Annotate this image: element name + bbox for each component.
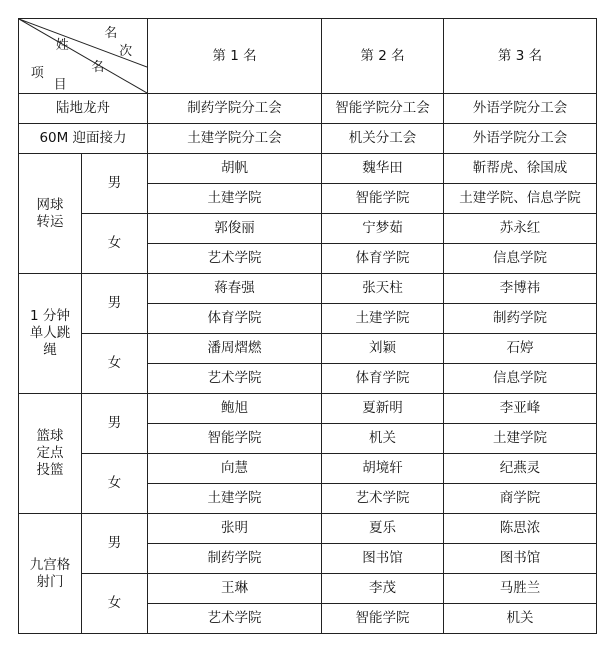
event-name-line: 1 分钟: [30, 308, 70, 325]
winner-unit-cell: 艺术学院: [322, 484, 444, 514]
winner-name-cell: 鲍旭: [148, 394, 322, 424]
corner-label-ming: 名: [104, 26, 118, 42]
winner-name-cell: 马胜兰: [444, 574, 597, 604]
gender-cell: 男: [82, 394, 148, 454]
winner-unit-cell: 体育学院: [322, 244, 444, 274]
winner-name-row: [19, 514, 597, 544]
winner-unit-cell: 智能学院: [148, 424, 322, 454]
header-corner-cell: [19, 19, 148, 94]
winner-name-cell: 陈思浓: [444, 514, 597, 544]
winner-unit-cell: 信息学院: [444, 364, 597, 394]
gender-cell: 男: [82, 514, 148, 574]
winner-unit-cell: 土建学院: [148, 484, 322, 514]
header-rank-3: 第 3 名: [444, 19, 597, 94]
winner-name-row: [19, 454, 597, 484]
winner-name-cell: 魏华田: [322, 154, 444, 184]
event-name: [19, 154, 82, 274]
winner-name-cell: 王琳: [148, 574, 322, 604]
event-name-line: 网球: [36, 196, 64, 213]
winner-name-cell: 李亚峰: [444, 394, 597, 424]
winner-name-cell: 夏新明: [322, 394, 444, 424]
winner-name-cell: 蒋春强: [148, 274, 322, 304]
winner-unit-cell: 体育学院: [322, 364, 444, 394]
winner-name-row: [19, 334, 597, 364]
winner-unit-cell: 土建学院: [148, 184, 322, 214]
winner-unit-cell: 商学院: [444, 484, 597, 514]
event-name: [19, 274, 82, 394]
winner-name-cell: 苏永红: [444, 214, 597, 244]
winner-name-row: [19, 274, 597, 304]
winner-unit-cell: 土建学院: [322, 304, 444, 334]
winner-unit-cell: 智能学院: [322, 604, 444, 634]
winner-name-cell: 李博祎: [444, 274, 597, 304]
winner-name-cell: 夏乐: [322, 514, 444, 544]
corner-label-ming2: 名: [91, 59, 105, 75]
header-rank-2: 第 2 名: [322, 19, 444, 94]
corner-labels: [19, 19, 147, 93]
team-result-cell: 外语学院分工会: [444, 94, 597, 124]
winner-name-row: [19, 154, 597, 184]
event-name: [19, 514, 82, 634]
team-result-cell: 机关分工会: [322, 124, 444, 154]
event-name-line: 单人跳: [29, 325, 71, 342]
winner-name-cell: 张明: [148, 514, 322, 544]
corner-label-xiang: 项: [30, 65, 44, 81]
event-name: 陆地龙舟: [19, 94, 148, 124]
winner-unit-cell: 土建学院、信息学院: [444, 184, 597, 214]
winner-name-cell: 向慧: [148, 454, 322, 484]
team-result-cell: 制药学院分工会: [148, 94, 322, 124]
winner-name-cell: 胡境轩: [322, 454, 444, 484]
header-row: [19, 19, 597, 94]
winner-unit-cell: 体育学院: [148, 304, 322, 334]
team-result-cell: 智能学院分工会: [322, 94, 444, 124]
winner-unit-cell: 制药学院: [444, 304, 597, 334]
winner-name-row: [19, 574, 597, 604]
winner-name-row: [19, 214, 597, 244]
header-rank-1: 第 1 名: [148, 19, 322, 94]
gender-cell: 男: [82, 274, 148, 334]
winner-unit-cell: 机关: [322, 424, 444, 454]
gender-cell: 女: [82, 454, 148, 514]
gender-cell: 女: [82, 214, 148, 274]
winner-name-cell: 石婷: [444, 334, 597, 364]
event-name-line: 射门: [36, 573, 64, 590]
event-name: [19, 394, 82, 514]
winner-unit-cell: 艺术学院: [148, 604, 322, 634]
corner-label-xing: 姓: [55, 38, 69, 54]
team-event-row: [19, 94, 597, 124]
results-table: [18, 18, 597, 634]
gender-cell: 男: [82, 154, 148, 214]
event-name-line: 九宫格: [29, 556, 71, 573]
winner-unit-cell: 图书馆: [444, 544, 597, 574]
gender-cell: 女: [82, 574, 148, 634]
team-event-row: [19, 124, 597, 154]
winner-name-cell: 宁梦茹: [322, 214, 444, 244]
winner-name-cell: 刘颖: [322, 334, 444, 364]
winner-name-cell: 纪燕灵: [444, 454, 597, 484]
winner-unit-cell: 制药学院: [148, 544, 322, 574]
winner-name-cell: 郭俊丽: [148, 214, 322, 244]
event-name-line: 篮球: [36, 428, 64, 445]
gender-cell: 女: [82, 334, 148, 394]
event-name-line: 投篮: [36, 461, 64, 478]
corner-label-mu: 目: [53, 77, 67, 93]
winner-unit-cell: 土建学院: [444, 424, 597, 454]
team-result-cell: 外语学院分工会: [444, 124, 597, 154]
winner-name-cell: 胡帆: [148, 154, 322, 184]
winner-name-cell: 张天柱: [322, 274, 444, 304]
winner-name-row: [19, 394, 597, 424]
winner-unit-cell: 艺术学院: [148, 364, 322, 394]
event-name-line: 定点: [36, 445, 64, 462]
winner-name-cell: 李茂: [322, 574, 444, 604]
event-name: 60M 迎面接力: [19, 124, 148, 154]
event-name-line: 转运: [36, 213, 64, 230]
winner-unit-cell: 智能学院: [322, 184, 444, 214]
winner-unit-cell: 信息学院: [444, 244, 597, 274]
winner-name-cell: 靳帮虎、徐国成: [444, 154, 597, 184]
event-name-line: 绳: [43, 341, 57, 358]
corner-label-ci: 次: [119, 44, 133, 60]
winner-name-cell: 潘周熠燃: [148, 334, 322, 364]
winner-unit-cell: 图书馆: [322, 544, 444, 574]
winner-unit-cell: 艺术学院: [148, 244, 322, 274]
team-result-cell: 土建学院分工会: [148, 124, 322, 154]
winner-unit-cell: 机关: [444, 604, 597, 634]
